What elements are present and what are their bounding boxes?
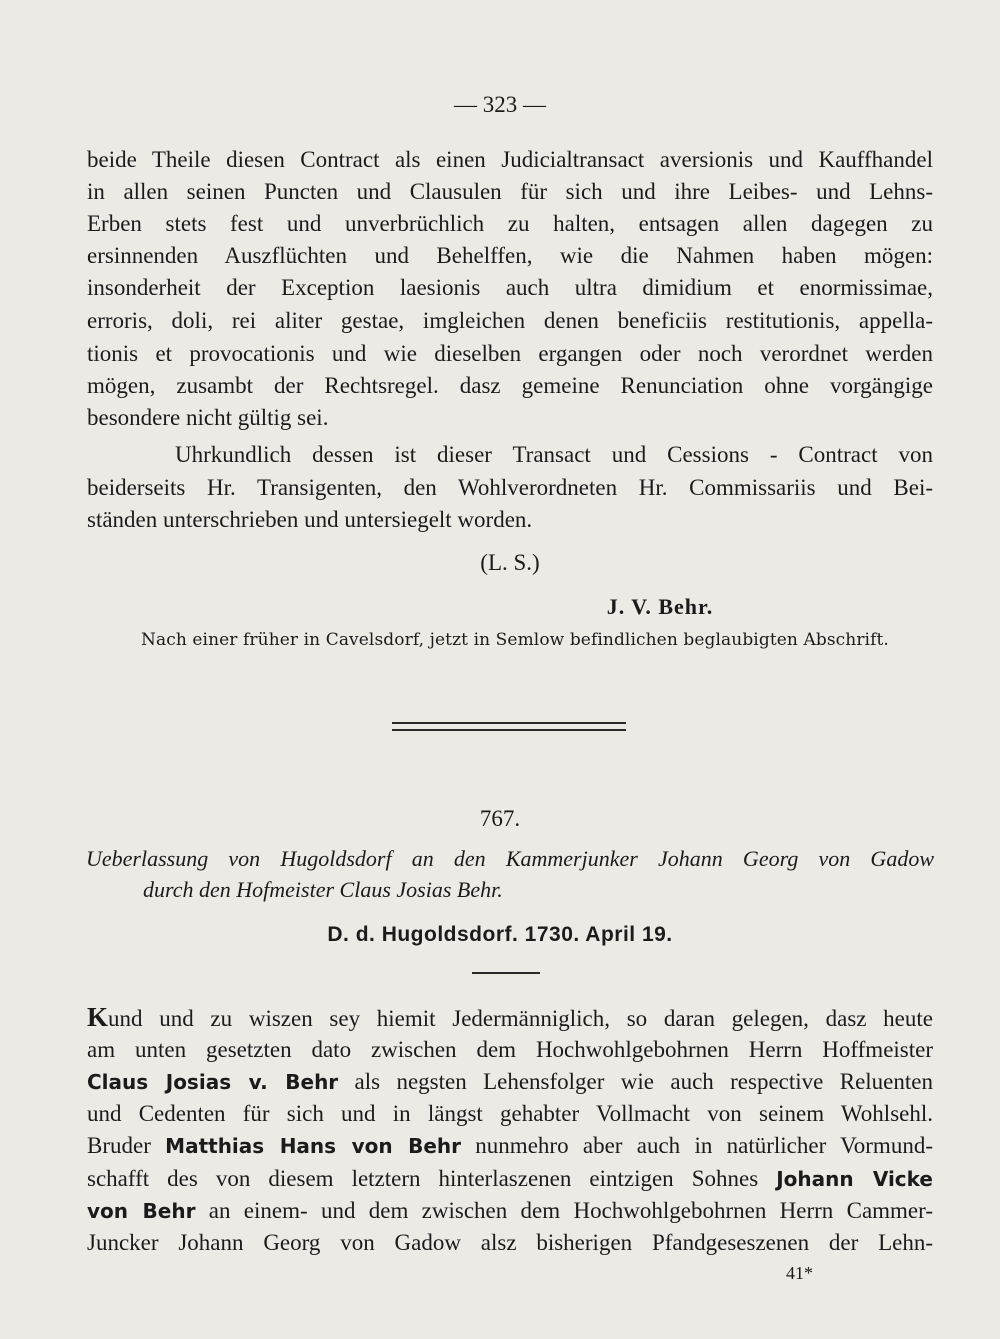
text-line: insonderheit der Exception laesionis auch ultra dimidium et enormissimae, — [87, 275, 933, 300]
text-line: beide Theile diesen Contract als einen Judicialtransact aversionis und Kauffhandel — [87, 147, 933, 172]
drop-cap: K — [87, 1002, 109, 1032]
seal-mark: (L. S.) — [480, 550, 540, 575]
body-line: Juncker Johann Georg von Gadow alsz bisherigen Pfandgeseszenen der Lehn- — [87, 1230, 933, 1255]
body-line — [87, 1067, 933, 1097]
body-text: Bruder — [87, 1133, 166, 1158]
text-line: tionis et provocationis und wie dieselben ergangen oder noch verordnet werden — [87, 341, 933, 366]
body-text: schafft des von diesem letztern hinterlaszenen eintzigen Sohnes — [87, 1166, 777, 1191]
text-line: besondere nicht gültig sei. — [87, 405, 329, 430]
text-line: Erben stets fest und unverbrüchlich zu halten, entsagen allen dagegen zu — [87, 211, 933, 236]
page-number: — 323 — — [454, 92, 546, 117]
person-name: von Behr — [87, 1199, 196, 1223]
text-line: ständen unterschrieben und untersiegelt worden. — [87, 507, 533, 532]
body-text: nunmehro aber auch in natürlicher Vormund- — [461, 1133, 933, 1158]
text-line: beiderseits Hr. Transigenten, den Wohlverordneten Hr. Commissariis und Bei- — [87, 475, 933, 500]
text-line: ersinnenden Auszflüchten und Behelffen, wie die Nahmen haben mögen: — [87, 243, 933, 268]
text-line: in allen seinen Puncten und Clausulen für sich und ihre Leibes- und Lehns- — [87, 179, 933, 204]
body-text: an einem- und dem zwischen dem Hochwohlgebohrnen Herrn Cammer- — [195, 1198, 934, 1223]
body-line — [87, 1131, 933, 1161]
body-line: und Cedenten für sich und in längst gehabter Vollmacht von seinem Wohlsehl. — [87, 1101, 933, 1126]
text-line: erroris, doli, rei aliter gestae, imgleichen denen beneficiis restitutionis, appella- — [87, 308, 933, 333]
body-text: und und zu wiszen sey hiemit Jedermänniglich, so daran gelegen, dasz heute — [108, 1006, 933, 1031]
heading-rule — [472, 972, 540, 974]
body-text: als negsten Lehensfolger wie auch respective Reluenten — [338, 1069, 933, 1094]
person-name: Johann Vicke — [776, 1167, 933, 1191]
document-dateline: D. d. Hugoldsdorf. 1730. April 19. — [327, 923, 673, 946]
document-number: 767. — [479, 806, 521, 831]
sheet-signature-mark: 41* — [786, 1263, 813, 1283]
text-line: Uhrkundlich dessen ist dieser Transact und Cessions - Contract von — [175, 442, 933, 467]
person-name: Matthias Hans von Behr — [165, 1134, 462, 1158]
document-heading-line1: Ueberlassung von Hugoldsdorf an den Kammerjunker Johann Georg von Gadow — [86, 846, 934, 871]
body-line — [87, 1196, 933, 1226]
text-line: mögen, zusambt der Rechtsregel. dasz gemeine Renunciation ohne vorgängige — [87, 373, 933, 398]
person-name: Claus Josias v. Behr — [87, 1070, 339, 1094]
body-line: am unten gesetzten dato zwischen dem Hochwohlgebohrnen Herrn Hoffmeister — [87, 1037, 933, 1062]
body-line — [87, 1164, 933, 1194]
signature: J. V. Behr. — [606, 594, 714, 619]
source-note: Nach einer früher in Cavelsdorf, jetzt in Semlow befindlichen beglaubigten Abschrift. — [141, 630, 889, 650]
section-divider — [392, 722, 626, 731]
document-heading-line2: durch den Hofmeister Claus Josias Behr. — [143, 877, 503, 902]
body-line — [87, 1002, 933, 1034]
